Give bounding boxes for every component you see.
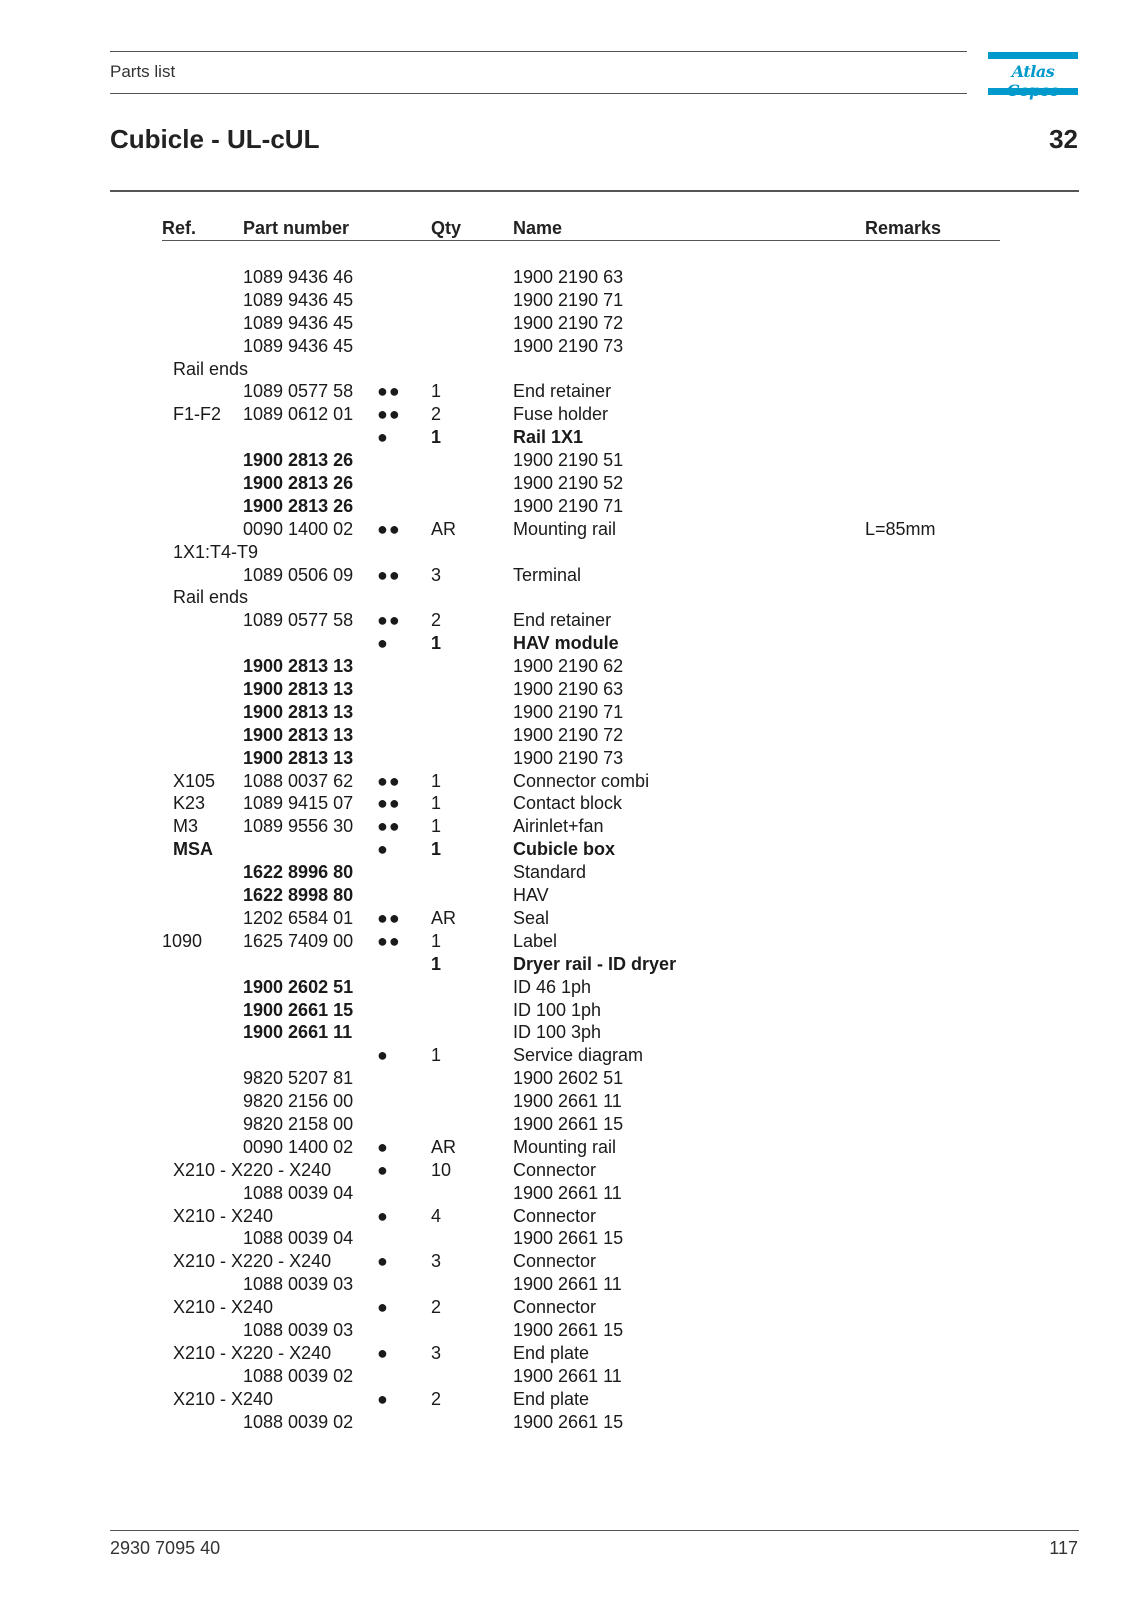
row-ref: M3 xyxy=(173,816,199,837)
table-row xyxy=(0,335,1131,358)
column-header-rule xyxy=(162,240,1000,241)
table-row xyxy=(0,1388,1131,1411)
header-title: Parts list xyxy=(110,62,176,81)
row-ref: Rail ends xyxy=(173,358,249,379)
row-ref: MSA xyxy=(173,839,213,860)
table-row xyxy=(0,1067,1131,1090)
row-name: Fuse holder xyxy=(513,404,609,425)
row-level-dots: ● xyxy=(377,1136,389,1157)
row-level-dots: ● xyxy=(377,1045,389,1066)
title-rule xyxy=(110,190,1079,192)
row-ref: X210 - X240 xyxy=(173,1205,274,1226)
row-part-number: 9820 2158 00 xyxy=(243,1113,354,1134)
row-part-number: 1622 8996 80 xyxy=(243,862,354,883)
row-qty: 2 xyxy=(431,1297,442,1318)
row-qty: 3 xyxy=(431,1342,442,1363)
row-part-number: 1088 0039 04 xyxy=(243,1228,354,1249)
table-row xyxy=(0,724,1131,747)
table-row xyxy=(0,518,1131,541)
row-name: 1900 2661 15 xyxy=(513,1319,624,1340)
row-part-number: 1089 0506 09 xyxy=(243,564,354,585)
row-name: Terminal xyxy=(513,564,582,585)
table-row xyxy=(0,289,1131,312)
row-part-number: 1089 0577 58 xyxy=(243,610,354,631)
row-ref: X210 - X240 xyxy=(173,1297,274,1318)
row-level-dots: ● xyxy=(377,839,389,860)
table-row xyxy=(0,426,1131,449)
row-qty: 1 xyxy=(431,427,442,448)
row-part-number: 1900 2813 13 xyxy=(243,701,354,722)
table-row xyxy=(0,884,1131,907)
row-name: HAV module xyxy=(513,633,619,654)
footer-rule xyxy=(110,1530,1079,1531)
column-header-ref: Ref. xyxy=(162,218,197,238)
table-row xyxy=(0,976,1131,999)
table-row xyxy=(0,541,1131,564)
row-level-dots: ● xyxy=(377,1251,389,1272)
header-bottom-rule xyxy=(110,93,967,94)
row-ref: X210 - X220 - X240 xyxy=(173,1159,332,1180)
table-row xyxy=(0,380,1131,403)
row-qty: 1 xyxy=(431,953,442,974)
footer-page-number: 117 xyxy=(1049,1538,1078,1558)
row-name: Mounting rail xyxy=(513,1136,617,1157)
row-name: 1900 2190 73 xyxy=(513,747,624,768)
brand-logo xyxy=(988,52,1078,95)
row-name: Cubicle box xyxy=(513,839,616,860)
section-number: 32 xyxy=(1049,124,1078,154)
table-row xyxy=(0,403,1131,426)
row-name: 1900 2190 71 xyxy=(513,495,624,516)
logo-bar-bottom xyxy=(988,88,1078,95)
row-part-number: 1089 9436 46 xyxy=(243,267,354,287)
row-ref: X210 - X220 - X240 xyxy=(173,1342,332,1363)
row-qty: 1 xyxy=(431,930,442,951)
table-row xyxy=(0,1365,1131,1388)
column-header-remarks: Remarks xyxy=(865,218,942,238)
row-level-dots: ●● xyxy=(377,610,401,631)
row-part-number: 1089 9436 45 xyxy=(243,335,354,356)
row-name: ID 46 1ph xyxy=(513,976,592,997)
row-name: Service diagram xyxy=(513,1045,644,1066)
table-row xyxy=(0,1273,1131,1296)
row-level-dots: ●● xyxy=(377,770,401,791)
row-name: 1900 2661 15 xyxy=(513,1411,624,1432)
row-name: Standard xyxy=(513,862,587,883)
table-row xyxy=(0,1319,1131,1342)
table-row xyxy=(0,792,1131,815)
row-qty: 1 xyxy=(431,1045,442,1066)
row-name: 1900 2661 15 xyxy=(513,1228,624,1249)
table-row xyxy=(0,1136,1131,1159)
row-level-dots: ●● xyxy=(377,907,401,928)
table-row xyxy=(0,1182,1131,1205)
row-part-number: 1088 0039 02 xyxy=(243,1411,354,1432)
row-qty: 4 xyxy=(431,1205,442,1226)
row-level-dots: ●● xyxy=(377,816,401,837)
row-name: 1900 2661 11 xyxy=(513,1365,622,1386)
row-name: Connector combi xyxy=(513,770,650,791)
row-ref: X210 - X240 xyxy=(173,1388,274,1409)
table-row xyxy=(0,861,1131,884)
row-qty: 1 xyxy=(431,770,442,791)
row-qty: 1 xyxy=(431,816,442,837)
row-name: Label xyxy=(513,930,558,951)
row-name: 1900 2190 62 xyxy=(513,656,624,677)
table-row xyxy=(0,747,1131,770)
table-row xyxy=(0,678,1131,701)
table-row xyxy=(0,930,1131,953)
table-row xyxy=(0,1159,1131,1182)
row-name: 1900 2661 11 xyxy=(513,1182,622,1203)
table-row xyxy=(0,907,1131,930)
row-name: Rail 1X1 xyxy=(513,427,584,448)
table-row xyxy=(0,472,1131,495)
table-row xyxy=(0,1296,1131,1319)
row-part-number: 1900 2813 26 xyxy=(243,495,354,516)
row-ref: X105 xyxy=(173,770,216,791)
row-qty: 1 xyxy=(431,381,442,402)
row-qty: 2 xyxy=(431,404,442,425)
row-name: ID 100 1ph xyxy=(513,999,602,1020)
logo-text: Atlas xyxy=(1011,62,1055,81)
row-ref: X210 - X220 - X240 xyxy=(173,1251,332,1272)
row-name: End plate xyxy=(513,1342,590,1363)
row-name: End retainer xyxy=(513,381,612,402)
row-part-number: 1088 0039 03 xyxy=(243,1274,354,1295)
row-level-dots: ●● xyxy=(377,564,401,585)
row-name: Connector xyxy=(513,1297,597,1318)
row-ref: F1-F2 xyxy=(173,404,222,425)
row-part-number: 1088 0039 02 xyxy=(243,1365,354,1386)
row-level-dots: ●● xyxy=(377,404,401,425)
row-name: Mounting rail xyxy=(513,518,617,539)
table-row xyxy=(0,999,1131,1022)
row-part-number: 1089 0612 01 xyxy=(243,404,354,425)
row-name: 1900 2190 73 xyxy=(513,335,624,356)
row-part-number: 1900 2813 13 xyxy=(243,747,354,768)
row-qty: 3 xyxy=(431,1251,442,1272)
row-qty: 2 xyxy=(431,1388,442,1409)
row-name: 1900 2661 11 xyxy=(513,1091,622,1112)
row-part-number: 1900 2661 11 xyxy=(243,1022,353,1043)
row-name: End retainer xyxy=(513,610,612,631)
row-name: Seal xyxy=(513,907,550,928)
row-level-dots: ●● xyxy=(377,381,401,402)
row-ref: Rail ends xyxy=(173,587,249,608)
table-row xyxy=(0,564,1131,587)
row-name: 1900 2602 51 xyxy=(513,1068,624,1089)
row-part-number: 1089 9556 30 xyxy=(243,816,354,837)
table-row xyxy=(0,1021,1131,1044)
row-name: 1900 2190 71 xyxy=(513,289,624,310)
table-row xyxy=(0,266,1131,289)
row-part-number: 1089 9415 07 xyxy=(243,793,354,814)
table-row xyxy=(0,770,1131,793)
row-part-number: 1900 2813 26 xyxy=(243,450,354,471)
row-name: 1900 2190 72 xyxy=(513,312,624,333)
row-part-number: 1625 7409 00 xyxy=(243,930,354,951)
table-row xyxy=(0,655,1131,678)
row-level-dots: ● xyxy=(377,1297,389,1318)
row-qty: AR xyxy=(431,1136,457,1157)
table-row xyxy=(0,449,1131,472)
row-name: Airinlet+fan xyxy=(513,816,604,837)
column-header-qty: Qty xyxy=(431,218,462,238)
row-name: Connector xyxy=(513,1205,597,1226)
row-part-number: 1089 9436 45 xyxy=(243,312,354,333)
row-name: 1900 2661 15 xyxy=(513,1113,624,1134)
row-name: 1900 2190 72 xyxy=(513,724,624,745)
header-top-rule xyxy=(110,51,967,52)
row-level-dots: ● xyxy=(377,427,389,448)
row-qty: 2 xyxy=(431,610,442,631)
row-qty: 3 xyxy=(431,564,442,585)
row-name: End plate xyxy=(513,1388,590,1409)
row-part-number: 0090 1400 02 xyxy=(243,518,354,539)
row-name: 1900 2190 51 xyxy=(513,450,624,471)
table-row xyxy=(0,815,1131,838)
table-row xyxy=(0,1411,1131,1434)
row-name: ID 100 3ph xyxy=(513,1022,602,1043)
page-title: Cubicle - UL-cUL xyxy=(110,124,320,154)
table-row xyxy=(0,358,1131,381)
row-part-number: 1202 6584 01 xyxy=(243,907,354,928)
row-level-dots: ● xyxy=(377,633,389,654)
table-row xyxy=(0,632,1131,655)
row-ref: 1X1:T4-T9 xyxy=(173,541,259,562)
row-name: 1900 2190 52 xyxy=(513,473,624,494)
row-part-number: 1900 2813 13 xyxy=(243,656,354,677)
logo-bar-top xyxy=(988,52,1078,59)
row-level-dots: ● xyxy=(377,1342,389,1363)
row-part-number: 0090 1400 02 xyxy=(243,1136,354,1157)
row-name: Connector xyxy=(513,1251,597,1272)
row-part-number: 9820 2156 00 xyxy=(243,1091,354,1112)
row-name: Dryer rail - ID dryer xyxy=(513,953,677,974)
column-header-part-number: Part number xyxy=(243,218,350,238)
row-qty: AR xyxy=(431,907,457,928)
row-qty: 1 xyxy=(431,633,442,654)
row-part-number: 1900 2813 26 xyxy=(243,473,354,494)
row-remarks: L=85mm xyxy=(865,518,936,539)
footer-doc-number: 2930 7095 40 xyxy=(110,1538,221,1558)
row-name: 1900 2190 71 xyxy=(513,701,624,722)
row-part-number: 1088 0039 03 xyxy=(243,1319,354,1340)
row-level-dots: ●● xyxy=(377,793,401,814)
row-part-number: 1088 0039 04 xyxy=(243,1182,354,1203)
row-part-number: 1900 2813 13 xyxy=(243,724,354,745)
table-row xyxy=(0,1250,1131,1273)
row-part-number: 1089 0577 58 xyxy=(243,381,354,402)
row-level-dots: ● xyxy=(377,1205,389,1226)
table-row xyxy=(0,1113,1131,1136)
row-name: 1900 2661 11 xyxy=(513,1274,622,1295)
row-qty: 10 xyxy=(431,1159,452,1180)
row-qty: 1 xyxy=(431,839,442,860)
row-level-dots: ●● xyxy=(377,518,401,539)
row-part-number: 1900 2661 15 xyxy=(243,999,354,1020)
row-name: HAV xyxy=(513,885,549,906)
row-part-number: 1900 2602 51 xyxy=(243,976,354,997)
row-level-dots: ● xyxy=(377,1388,389,1409)
table-row xyxy=(0,1090,1131,1113)
table-row xyxy=(0,1227,1131,1250)
row-level-dots: ●● xyxy=(377,930,401,951)
table-row xyxy=(0,1342,1131,1365)
table-row xyxy=(0,312,1131,335)
row-ref: 1090 xyxy=(162,930,203,951)
row-name: 1900 2190 63 xyxy=(513,267,624,287)
row-ref: K23 xyxy=(173,793,206,814)
row-part-number: 1900 2813 13 xyxy=(243,679,354,700)
row-qty: AR xyxy=(431,518,457,539)
table-row xyxy=(0,1044,1131,1067)
table-row xyxy=(0,586,1131,609)
row-part-number: 1089 9436 45 xyxy=(243,289,354,310)
row-level-dots: ● xyxy=(377,1159,389,1180)
row-name: Connector xyxy=(513,1159,597,1180)
row-qty: 1 xyxy=(431,793,442,814)
table-row xyxy=(0,495,1131,518)
row-part-number: 1088 0037 62 xyxy=(243,770,354,791)
column-header-name: Name xyxy=(513,218,563,238)
parts-table xyxy=(0,266,1131,1433)
table-row xyxy=(0,701,1131,724)
row-name: 1900 2190 63 xyxy=(513,679,624,700)
table-row xyxy=(0,1205,1131,1228)
table-row xyxy=(0,838,1131,861)
table-row xyxy=(0,609,1131,632)
row-part-number: 1622 8998 80 xyxy=(243,885,354,906)
row-part-number: 9820 5207 81 xyxy=(243,1068,354,1089)
row-name: Contact block xyxy=(513,793,623,814)
table-row xyxy=(0,953,1131,976)
